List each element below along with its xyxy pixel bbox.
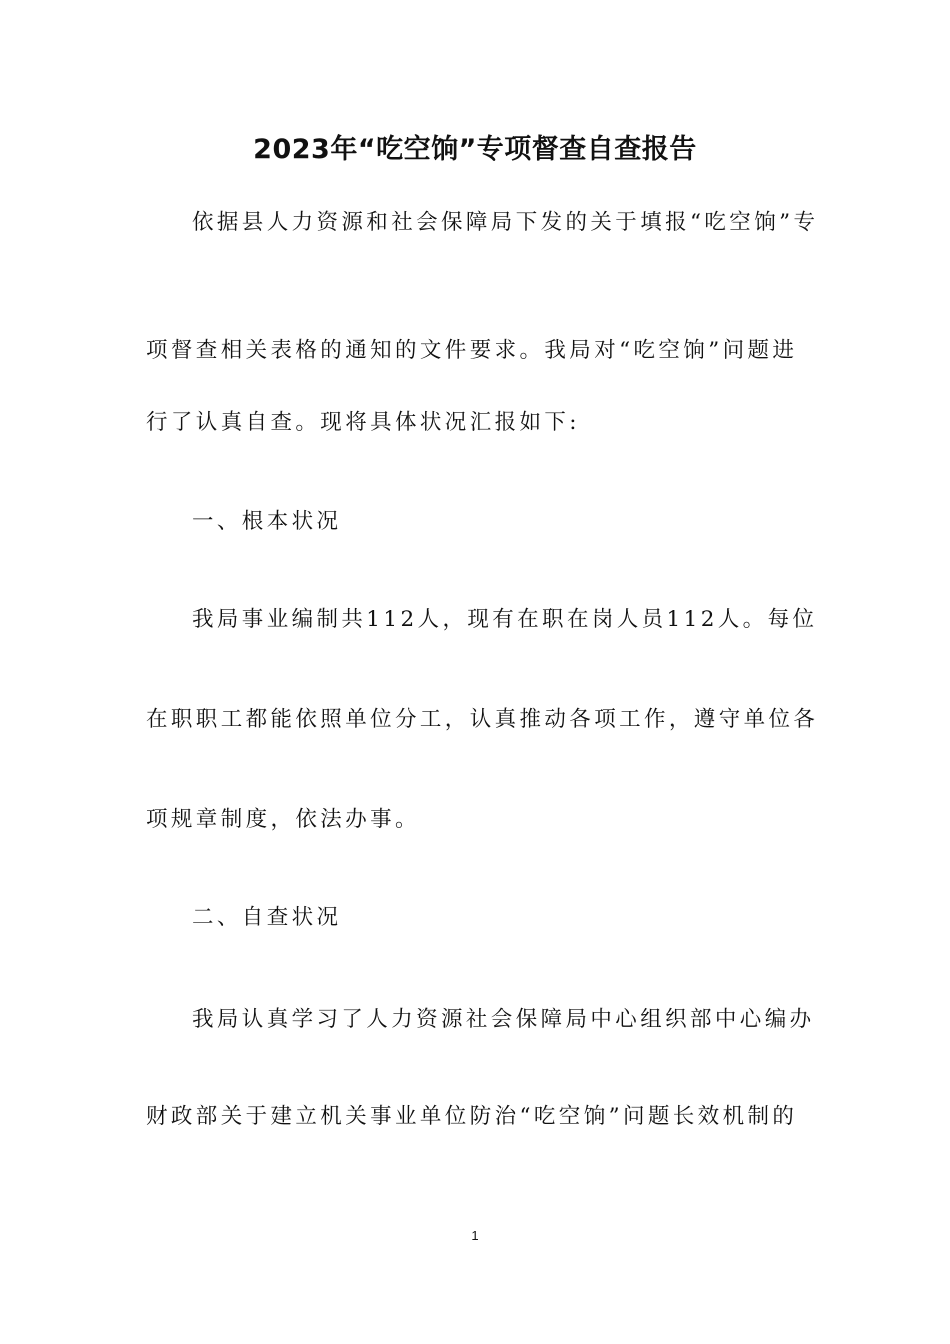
paragraph-line: 我局事业编制共112人，现有在职在岗人员112人。每位 (192, 607, 818, 632)
paragraph-line: 项规章制度，依法办事。 (146, 807, 420, 832)
section-heading-2: 二、自查状况 (192, 905, 342, 930)
paragraph-line: 项督查相关表格的通知的文件要求。我局对“吃空饷”问题进 (146, 338, 798, 363)
page-number: 1 (471, 1228, 479, 1243)
paragraph-line: 我局认真学习了人力资源社会保障局中心组织部中心编办 (192, 1007, 815, 1032)
paragraph-line: 在职职工都能依照单位分工，认真推动各项工作，遵守单位各 (146, 707, 819, 732)
paragraph-line: 财政部关于建立机关事业单位防治“吃空饷”问题长效机制的 (146, 1104, 798, 1129)
section-heading-1: 一、根本状况 (192, 509, 342, 534)
paragraph-line: 行了认真自查。现将具体状况汇报如下: (146, 410, 580, 435)
document-title: 2023年“吃空饷”专项督查自查报告 (253, 134, 697, 165)
paragraph-line: 依据县人力资源和社会保障局下发的关于填报“吃空饷”专 (192, 210, 819, 235)
